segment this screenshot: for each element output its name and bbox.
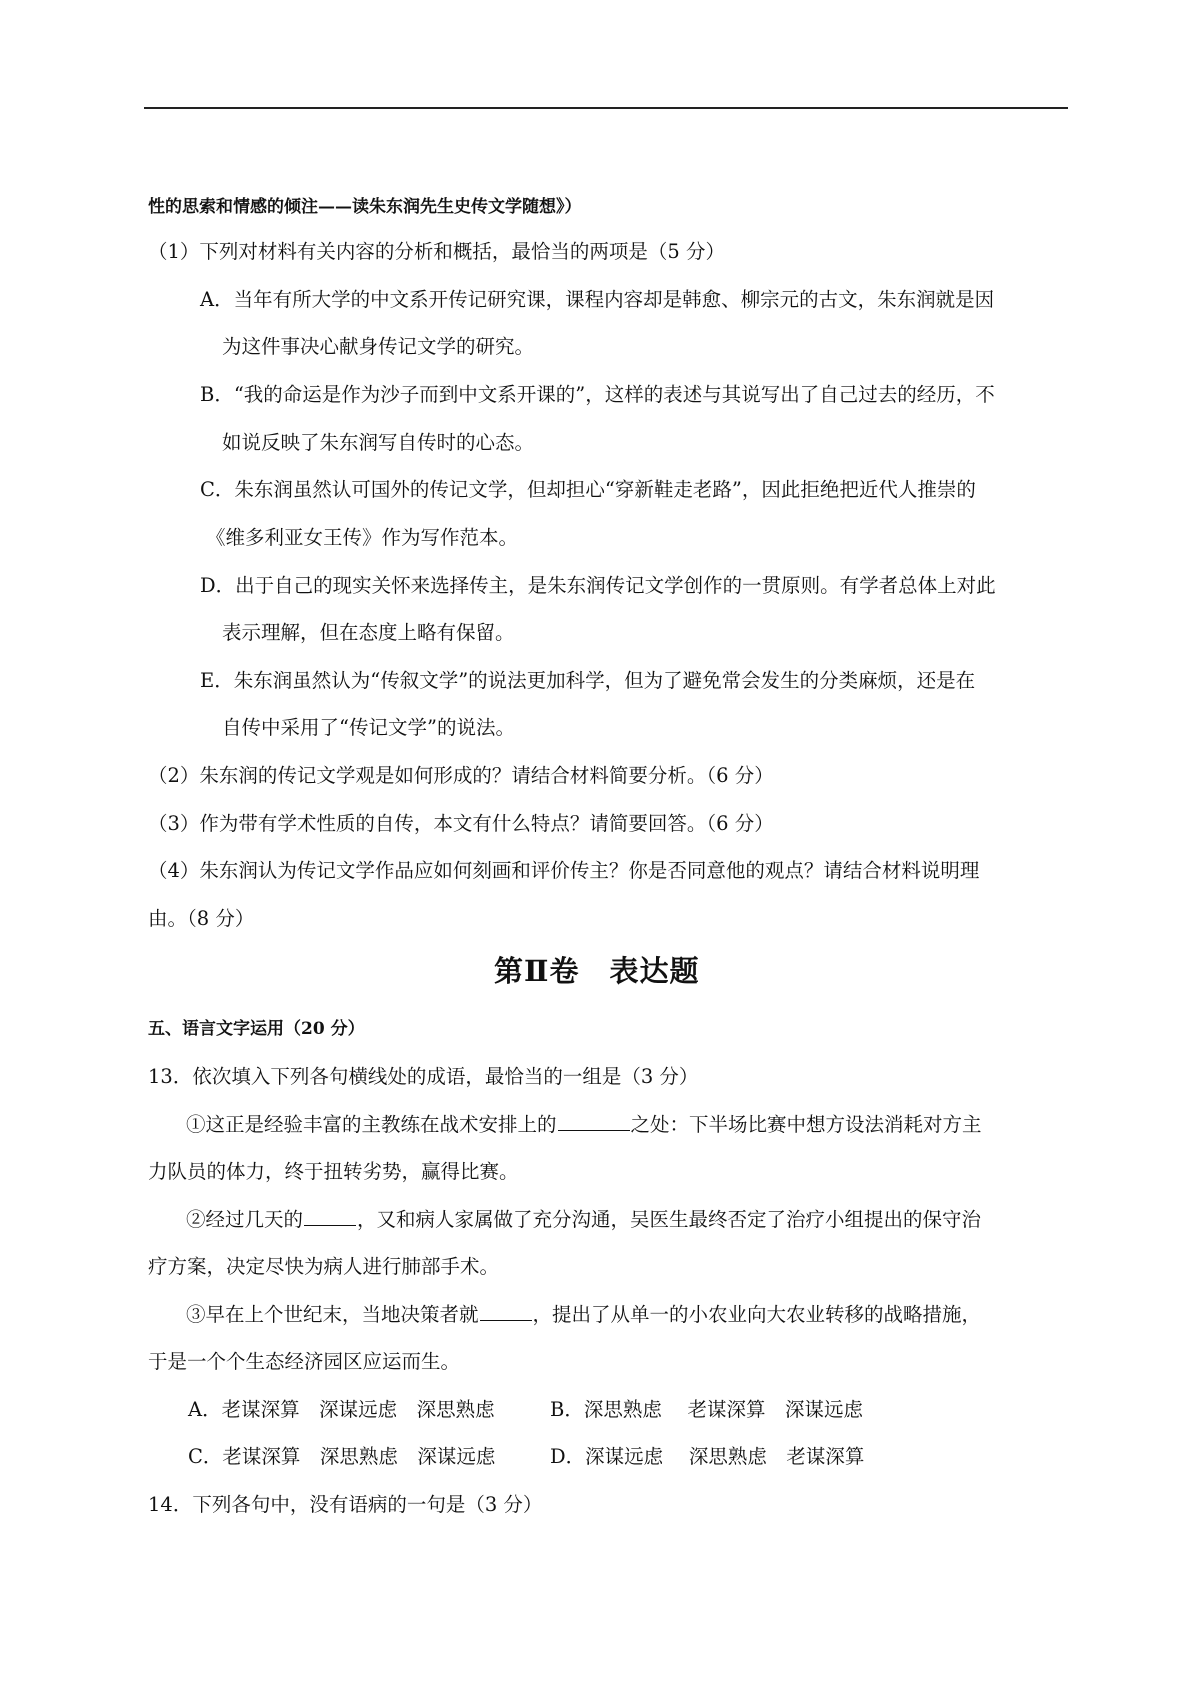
q1-option-d-line2: 表示理解，但在态度上略有保留。 xyxy=(222,621,515,644)
q13-s3-pre: ③早在上个世纪末，当地决策者就 xyxy=(186,1303,479,1326)
q13-sentence1 xyxy=(186,1110,982,1139)
q13-s1-cont: 力队员的体力，终于扭转劣势，赢得比赛。 xyxy=(148,1160,519,1183)
q1-option-c-line2: 《维多利亚女王传》作为写作范本。 xyxy=(206,526,519,549)
q13-blank-1 xyxy=(558,1110,630,1131)
q1-option-b-line1: B．“我的命运是作为沙子而到中文系开课的”，这样的表述与其说写出了自己过去的经历，不 xyxy=(200,383,995,406)
q13-s1-post: 之处：下半场比赛中想方设法消耗对方主 xyxy=(630,1113,982,1136)
q13-s3-cont: 于是一个个生态经济园区应运而生。 xyxy=(148,1350,461,1373)
q13-blank-2 xyxy=(304,1205,356,1226)
q13-option-a: A．老谋深算 深谋远虑 深思熟虑 xyxy=(188,1398,495,1421)
q13-option-c: C．老谋深算 深思熟虑 深谋远虑 xyxy=(188,1445,496,1468)
q13-s1-pre: ①这正是经验丰富的主教练在战术安排上的 xyxy=(186,1113,557,1136)
q13-sentence2 xyxy=(186,1205,981,1234)
q1-option-c-line1: C．朱东润虽然认可国外的传记文学，但却担心“穿新鞋走老路”，因此拒绝把近代人推崇的 xyxy=(200,478,976,501)
q13-sentence3 xyxy=(186,1300,981,1329)
q1-option-d-line1: D．出于自己的现实关怀来选择传主，是朱东润传记文学创作的一贯原则。有学者总体上对此 xyxy=(200,574,996,597)
section5-title: 五、语言文字运用（20 分） xyxy=(148,1019,365,1039)
q1-stem: （1）下列对材料有关内容的分析和概括，最恰当的两项是（5 分） xyxy=(148,240,726,263)
q1-option-a-line2: 为这件事决心献身传记文学的研究。 xyxy=(222,335,535,358)
q13-s2-pre: ②经过几天的 xyxy=(186,1208,304,1231)
q13-options-row1 xyxy=(188,1396,863,1424)
q13-option-b: B．深思熟虑 老谋深算 深谋远虑 xyxy=(550,1398,864,1421)
q13-blank-3 xyxy=(480,1300,532,1321)
q1-option-a-line1: A．当年有所大学的中文系开传记研究课，课程内容却是韩愈、柳宗元的古文，朱东润就是因 xyxy=(200,288,995,311)
q1-option-e-line2: 自传中采用了“传记文学”的说法。 xyxy=(222,716,515,739)
header-rule xyxy=(144,107,1068,109)
q13-stem: 13．依次填入下列各句横线处的成语，最恰当的一组是（3 分） xyxy=(148,1065,699,1088)
q13-s2-post: ，又和病人家属做了充分沟通，吴医生最终否定了治疗小组提出的保守治 xyxy=(357,1208,982,1231)
q4-line1: （4）朱东润认为传记文学作品应如何刻画和评价传主？你是否同意他的观点？请结合材料说明理 xyxy=(148,859,980,882)
q13-option-d: D．深谋远虑 深思熟虑 老谋深算 xyxy=(550,1445,865,1468)
q1-option-e-line1: E．朱东润虽然认为“传叙文学”的说法更加科学，但为了避免常会发生的分类麻烦，还是在 xyxy=(200,669,976,692)
source-line: 性的思索和情感的倾注——读朱东润先生史传文学随想》） xyxy=(148,197,582,217)
q14-stem: 14．下列各句中，没有语病的一句是（3 分） xyxy=(148,1493,543,1516)
q3: （3）作为带有学术性质的自传，本文有什么特点？请简要回答。（6 分） xyxy=(148,812,774,835)
q13-options-row2 xyxy=(188,1443,864,1471)
q13-s3-post: ，提出了从单一的小农业向大农业转移的战略措施， xyxy=(532,1303,982,1326)
q13-s2-cont: 疗方案，决定尽快为病人进行肺部手术。 xyxy=(148,1255,500,1278)
q1-option-b-line2: 如说反映了朱东润写自传时的心态。 xyxy=(222,431,535,454)
volume-title: 第Ⅱ卷 表达题 xyxy=(494,954,700,988)
q4-line2: 由。（8 分） xyxy=(148,907,255,930)
q2: （2）朱东润的传记文学观是如何形成的？请结合材料简要分析。（6 分） xyxy=(148,764,774,787)
